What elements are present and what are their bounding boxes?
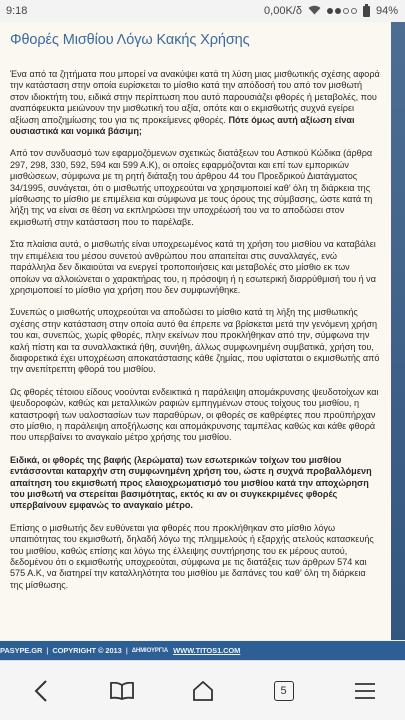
article: [0, 22, 391, 640]
battery-percent: 94%: [375, 5, 398, 17]
status-bar: [0, 0, 405, 22]
article-paragraph-6: Ειδικά, οι φθορές της βαφής (λερώματα) των εσωτερικών τοίχων του μισθίου εντάσσονται καταρχήν στη συμφωνημένη χρήση του, ώστε η συχνά προβαλλόμενη απαίτηση του εκμισθωτή προς ελαιοχρωματισμό του μισθίου κατά την αποχώρηση του μισθωτή να στερείται βασιμότητας, εκτός κι αν οι συγκεκριμένες φθορές υπερβαίνουν εμφανώς το αναγκαίο μέτρο.: [10, 454, 372, 511]
footer-separator: |: [125, 646, 128, 655]
footer-copyright: COPYRIGHT © 2013: [52, 646, 122, 655]
status-right: [264, 5, 398, 18]
footer-created-by: ΔΗΜΙΟΥΡΓΙΑ: [131, 647, 169, 654]
wifi-icon: [308, 5, 321, 18]
sidebar-strip: [391, 22, 405, 640]
article-paragraph-5: Ως φθορές τέτοιου είδους νοούνται ενδεικτικά η παράλειψη απομάκρυνσης ψευδοτοίχων και ψευδοροφών, καθώς και μεταλλικών ραφιών εμπηγμένων στους τοίχους του μισθίου, η καταστροφή των υαλοστασίων των παραθύρων, οι φθορές σε καθρέφτες που προϋπήρχαν στο μίσθιο, η παράλειψη αποξήλωσης και απομάκρυνσης ταμπέλας καθώς και κάθε φθορά που υπερβαίνει το αναγκαίο μέτρο χρήσης του μισθίου.: [10, 386, 379, 443]
article-paragraph-4: Συνεπώς ο μισθωτής υποχρεούται να αποδώσει το μίσθιο κατά τη λήξη της μισθωτικής σχέσης στην κατάσταση στην οποία αυτό θα έπρεπε να βρίσκεται μετά την γενόμενη χρήση του και, συνεπώς, χωρίς φθορές, πλην εκείνων που προκλήθηκαν από την, σύμφωνα την καλή πίστη και τα συναλλακτικά ήθη, συνήθη, άλλως συμφωνημένη συμβατικά, χρήση του, διαφορετικά έχει υποχρέωση αποκατάστασης κάθε ζημίας, που υφίσταται ο εκμισθωτής από την ανεπίτρεπτη φθορά του μισθίου.: [10, 307, 380, 375]
paragraph-1-text: Ένα από τα ζητήματα που μπορεί να ανακύψει κατά τη λύση μιας μισθωτικής σχέσης αφορά την κατάσταση στην οποία ευρίσκεται το μίσθιο κατά την απόδοσή του από τον μισθωτή στον ιδιοκτήτη του, ειδικά στην περίπτωση που αυτό παρουσιάζει φθορές ή μεταβολές, που αναπόφευκτα μειώνουν την μισθωτική του αξία, οπότε και ο εκμισθωτής συχνά εγείρει αξίωση αποζημίωσης του για τις προκείμενες φθορές.: [10, 69, 380, 125]
tabs-button[interactable]: [263, 670, 305, 712]
article-paragraph-2: Από τον συνδυασμό των εφαρμοζόμενων σχετικώς διατάξεων του Αστικού Κώδικα (άρθρα 297, 298, 330, 592, 594 και 599 Α.Κ), οι οποίες εφαρμόζονται και επί των εμπορικών μισθώσεων, σύμφωνα με τη ρητή διάταξη του άρθρου 44 του Προεδρικού Διατάγματος 34/1995, συνάγεται, ότι ο μισθωτής υποχρεούται να χρησιμοποιεί καθ’ όλη τη διάρκεια της μίσθωσης το μίσθιο με επιμέλεια και σύμφωνα με τους όρους της σύμβασης, ώστε κατά τη λήξη της να είναι σε θέση να εκπληρώσει την υποχρέωσή του να το αποδώσει στον εκμισθωτή στην κατάσταση που το παρέλαβε.: [10, 148, 373, 227]
hamburger-menu-icon: [355, 683, 375, 699]
open-book-icon: [110, 682, 134, 700]
status-time: 9:18: [6, 5, 28, 17]
site-footer: [0, 641, 405, 660]
back-button[interactable]: [20, 670, 62, 712]
battery-icon: [363, 6, 370, 17]
network-speed: 0,00K/δ: [264, 5, 302, 17]
signal-icon: [327, 8, 357, 14]
tabs-icon: 5: [274, 681, 294, 701]
article-paragraph-7: Επίσης ο μισθωτής δεν ευθύνεται για φθορές που προκλήθηκαν στο μίσθιο λόγω υπαιτιότητας του εκμισθωτή, δηλαδή λόγω της πλημμελούς ή εξαρχής ατελούς κατασκευής του μισθίου, καθώς επίσης και λόγω της έλλειψης συντήρησης του εκ μέρους αυτού, δεδομένου ότι ο εκμισθωτής υποχρεούται, σύμφωνα με τις διατάξεις των άρθρων 574 και 575 Α.Κ, να διατηρεί την καταλληλότητα του μισθίου με δαπάνες του καθ’ όλη τη διάρκεια της μίσθωσης.: [10, 522, 374, 590]
footer-separator: |: [46, 646, 49, 655]
article-title: Φθορές Μισθίου Λόγω Κακής Χρήσης: [10, 32, 250, 48]
browser-toolbar: [0, 660, 405, 720]
article-paragraph-3: Στα πλαίσια αυτά, ο μισθωτής είναι υποχρεωμένος κατά τη χρήση του μισθίου να καταβάλει την επιμέλεια του μέσου συνετού ανθρώπου που απαιτείται στις συναλλαγές, ενώ παράλληλα δεν δικαιούται να ενεργεί τροποποιήσεις και μεταβολές στο μίσθιο εκ των οποίων να αλλοιώνεται ο χαρακτήρας του, η πρόσοψη ή η εσωτερική διαρρύθμισή του ή να χρησιμοποιεί το μίσθιο για χρήση που δεν συμφωνήθηκε.: [10, 239, 376, 295]
back-arrow-icon: [34, 680, 48, 702]
web-page[interactable]: [0, 22, 405, 640]
footer-creator-link[interactable]: WWW.TITOS1.COM: [173, 646, 241, 655]
bookmarks-button[interactable]: [101, 670, 143, 712]
menu-button[interactable]: [344, 670, 386, 712]
article-paragraph-1: [10, 69, 381, 137]
home-icon: [192, 681, 214, 701]
paragraph-1-bold-question: Πότε όμως αυτή αξίωση είναι ουσιαστικά και νομικά βάσιμη;: [10, 114, 355, 137]
footer-site-name[interactable]: PASYPE.GR: [0, 646, 43, 655]
home-button[interactable]: [182, 670, 224, 712]
